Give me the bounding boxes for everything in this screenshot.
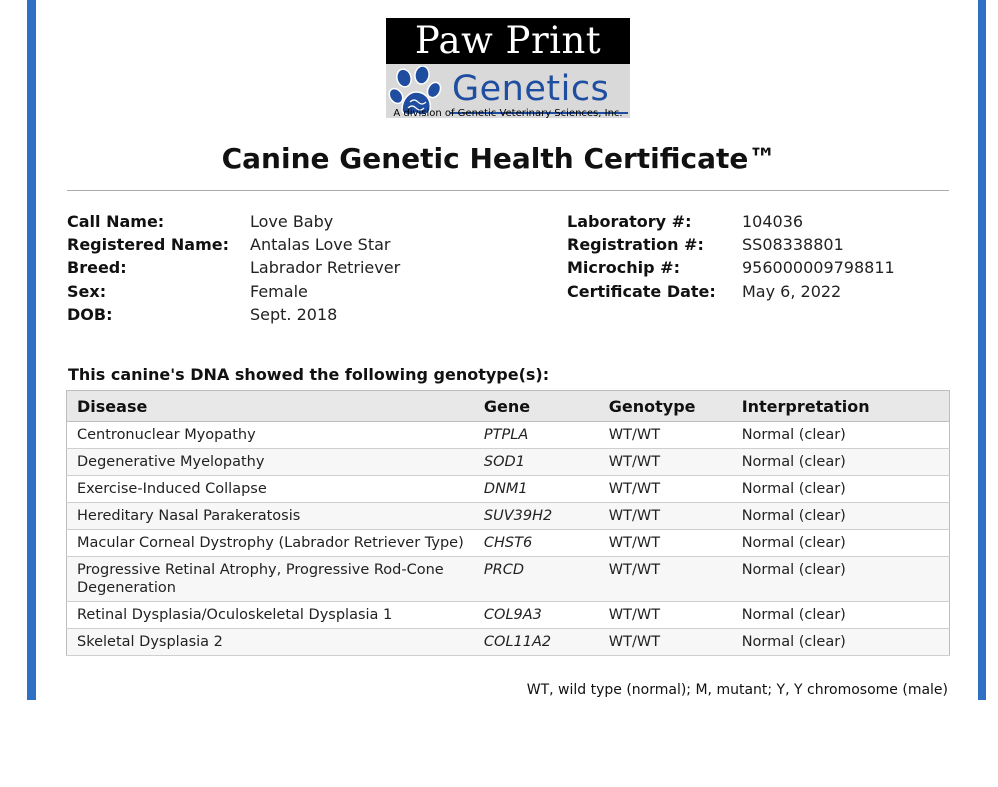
logo-line2: Genetics <box>452 69 610 109</box>
dog-info-value: Love Baby <box>250 212 334 231</box>
lab-info-value: SS08338801 <box>742 235 844 254</box>
cell-genotype: WT/WT <box>599 557 732 602</box>
cell-disease: Degenerative Myelopathy <box>67 449 474 476</box>
cell-gene: SUV39H2 <box>474 503 599 530</box>
genotype-footnote: WT, wild type (normal); M, mutant; Y, Y chromosome (male) <box>526 682 948 698</box>
lab-info-label: Laboratory #: <box>567 212 692 231</box>
cell-gene: DNM1 <box>474 476 599 503</box>
cell-gene: PRCD <box>474 557 599 602</box>
lab-info-label: Registration #: <box>567 235 704 254</box>
lab-info-row <box>567 233 947 256</box>
cell-interpretation: Normal (clear) <box>732 449 950 476</box>
table-row <box>67 602 950 629</box>
cell-interpretation: Normal (clear) <box>732 602 950 629</box>
dog-info-label: DOB: <box>67 305 113 324</box>
dog-info-value: Labrador Retriever <box>250 258 401 277</box>
paw-print-genetics-logo <box>386 18 630 128</box>
dog-info-row <box>67 256 507 279</box>
table-row <box>67 503 950 530</box>
cell-genotype: WT/WT <box>599 629 732 656</box>
lab-info <box>567 210 947 306</box>
dog-info-label: Breed: <box>67 258 127 277</box>
cell-disease: Skeletal Dysplasia 2 <box>67 629 474 656</box>
lab-info-label: Certificate Date: <box>567 282 716 301</box>
dog-info-label: Registered Name: <box>67 235 230 254</box>
logo-line1: Paw Print <box>386 18 630 64</box>
cell-disease: Progressive Retinal Atrophy, Progressive Rod-Cone Degeneration <box>67 557 474 602</box>
title-divider <box>67 190 949 191</box>
dog-info <box>67 210 507 330</box>
table-row <box>67 530 950 557</box>
cell-gene: COL9A3 <box>474 602 599 629</box>
header-gene: Gene <box>474 391 599 422</box>
genotype-table <box>66 390 950 656</box>
genotype-section-title: This canine's DNA showed the following genotype(s): <box>68 365 550 384</box>
cell-genotype: WT/WT <box>599 422 732 449</box>
header-interpretation: Interpretation <box>732 391 950 422</box>
cell-gene: CHST6 <box>474 530 599 557</box>
table-row <box>67 449 950 476</box>
cell-disease: Retinal Dysplasia/Oculoskeletal Dysplasia 1 <box>67 602 474 629</box>
lab-info-row <box>567 210 947 233</box>
lab-info-value: 956000009798811 <box>742 258 895 277</box>
lab-info-label: Microchip #: <box>567 258 680 277</box>
cell-interpretation: Normal (clear) <box>732 503 950 530</box>
cell-genotype: WT/WT <box>599 602 732 629</box>
cell-genotype: WT/WT <box>599 530 732 557</box>
cell-disease: Exercise-Induced Collapse <box>67 476 474 503</box>
lab-info-value: 104036 <box>742 212 804 231</box>
cell-genotype: WT/WT <box>599 503 732 530</box>
cell-disease: Hereditary Nasal Parakeratosis <box>67 503 474 530</box>
page-border-right <box>978 0 986 700</box>
cell-gene: COL11A2 <box>474 629 599 656</box>
dog-info-row <box>67 210 507 233</box>
dog-info-value: Antalas Love Star <box>250 235 391 254</box>
cell-genotype: WT/WT <box>599 476 732 503</box>
dog-info-value: Female <box>250 282 308 301</box>
header-genotype: Genotype <box>599 391 732 422</box>
dog-info-row <box>67 233 507 256</box>
lab-info-value: May 6, 2022 <box>742 282 842 301</box>
table-row <box>67 629 950 656</box>
cell-interpretation: Normal (clear) <box>732 476 950 503</box>
table-row <box>67 422 950 449</box>
header-disease: Disease <box>67 391 474 422</box>
dog-info-label: Sex: <box>67 282 107 301</box>
table-row <box>67 476 950 503</box>
dog-info-row <box>67 280 507 303</box>
certificate-title: Canine Genetic Health Certificate™ <box>221 142 777 175</box>
cell-interpretation: Normal (clear) <box>732 629 950 656</box>
cell-interpretation: Normal (clear) <box>732 557 950 602</box>
cell-interpretation: Normal (clear) <box>732 422 950 449</box>
cell-genotype: WT/WT <box>599 449 732 476</box>
logo-subtitle: A division of Genetic Veterinary Sciences, Inc. <box>393 108 623 119</box>
lab-info-row <box>567 280 947 303</box>
cell-disease: Centronuclear Myopathy <box>67 422 474 449</box>
cell-disease: Macular Corneal Dystrophy (Labrador Retriever Type) <box>67 530 474 557</box>
dog-info-label: Call Name: <box>67 212 165 231</box>
cell-gene: SOD1 <box>474 449 599 476</box>
dog-info-value: Sept. 2018 <box>250 305 338 324</box>
dog-info-row <box>67 303 507 326</box>
cell-gene: PTPLA <box>474 422 599 449</box>
table-row <box>67 557 950 602</box>
lab-info-row <box>567 256 947 279</box>
table-header-row <box>67 391 950 422</box>
cell-interpretation: Normal (clear) <box>732 530 950 557</box>
page-border-left <box>27 0 36 700</box>
